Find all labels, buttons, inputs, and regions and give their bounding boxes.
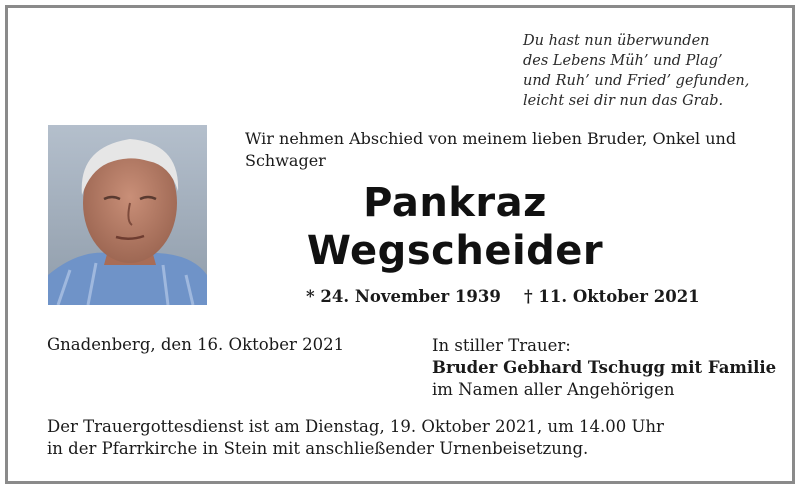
mourners-block bbox=[432, 335, 776, 401]
service-line: in der Pfarrkirche in Stein mit anschließender Urnenbeisetzung. bbox=[47, 439, 589, 458]
poem-line: des Lebens Müh’ und Plag’ bbox=[523, 53, 723, 69]
memorial-poem bbox=[523, 31, 783, 111]
deceased-first-name: Pankraz bbox=[363, 180, 547, 226]
portrait-photo bbox=[48, 125, 207, 305]
funeral-service-info bbox=[47, 416, 664, 460]
poem-line: leicht sei dir nun das Grab. bbox=[523, 93, 724, 109]
poem-line: und Ruh’ und Fried’ gefunden, bbox=[523, 73, 750, 89]
mourners-family: Bruder Gebhard Tschugg mit Familie bbox=[432, 358, 777, 377]
mourners-others: im Namen aller Angehörigen bbox=[432, 380, 675, 399]
mourners-heading: In stiller Trauer: bbox=[432, 336, 571, 355]
deceased-last-name: Wegscheider bbox=[306, 228, 604, 274]
place-and-date: Gnadenberg, den 16. Oktober 2021 bbox=[47, 335, 345, 354]
portrait-image bbox=[48, 125, 207, 305]
death-date: † 11. Oktober 2021 bbox=[524, 287, 700, 306]
birth-date: * 24. November 1939 bbox=[306, 287, 501, 306]
farewell-intro bbox=[245, 128, 765, 172]
service-line: Der Trauergottesdienst ist am Dienstag, 19. Oktober 2021, um 14.00 Uhr bbox=[47, 417, 664, 436]
intro-line: Schwager bbox=[245, 151, 326, 170]
poem-line: Du hast nun überwunden bbox=[523, 33, 710, 49]
intro-line: Wir nehmen Abschied von meinem lieben Bruder, Onkel und bbox=[245, 129, 737, 148]
